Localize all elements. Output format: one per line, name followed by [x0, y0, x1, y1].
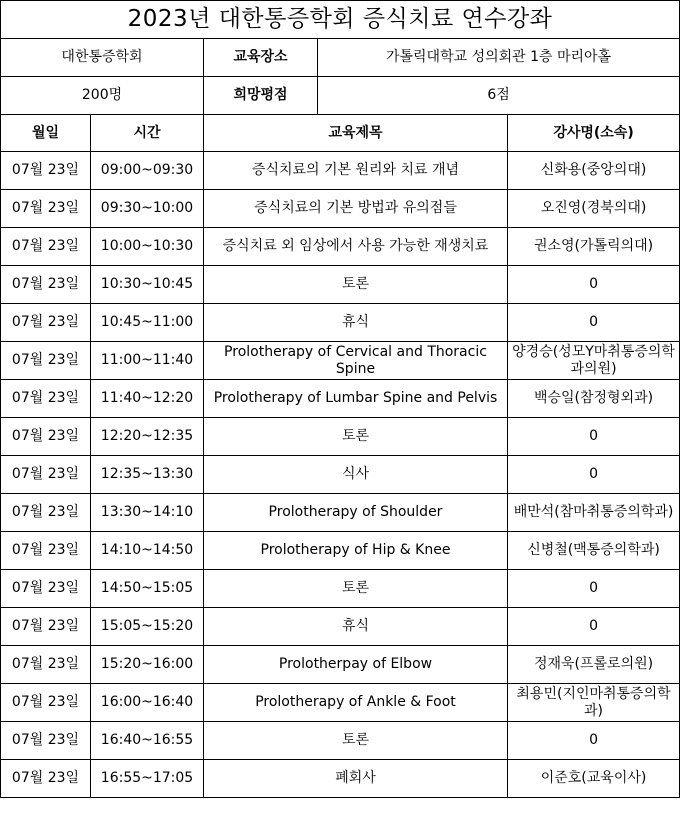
header-date: 월일: [1, 115, 91, 152]
row-topic: 증식치료의 기본 원리와 치료 개념: [204, 152, 508, 190]
sheet-title: 2023년 대한통증학회 증식치료 연수강좌: [1, 1, 680, 39]
table-row: [1, 342, 680, 380]
row-speaker: 오진영(경북의대): [508, 190, 680, 228]
row-topic: 휴식: [204, 608, 508, 646]
row-date: 07월 23일: [1, 532, 91, 570]
row-date: 07월 23일: [1, 342, 91, 380]
row-topic: 증식치료의 기본 방법과 유의점들: [204, 190, 508, 228]
row-topic: Prolotherapy of Cervical and Thoracic Spine: [204, 342, 508, 380]
table-row: [1, 456, 680, 494]
row-speaker: 최용민(지인마취통증의학과): [508, 684, 680, 722]
row-date: 07월 23일: [1, 608, 91, 646]
row-speaker: 0: [508, 418, 680, 456]
header-row: [1, 115, 680, 152]
row-time: 12:20~12:35: [91, 418, 204, 456]
row-time: 09:30~10:00: [91, 190, 204, 228]
row-topic: 토론: [204, 722, 508, 760]
row-date: 07월 23일: [1, 266, 91, 304]
row-time: 16:40~16:55: [91, 722, 204, 760]
table-row: [1, 418, 680, 456]
header-time: 시간: [91, 115, 204, 152]
row-time: 14:50~15:05: [91, 570, 204, 608]
row-speaker: 양경승(성모Y마취통증의학과의원): [508, 342, 680, 380]
row-topic: Prolotherapy of Hip & Knee: [204, 532, 508, 570]
table-row: [1, 228, 680, 266]
row-topic: 토론: [204, 418, 508, 456]
row-date: 07월 23일: [1, 190, 91, 228]
row-date: 07월 23일: [1, 456, 91, 494]
row-date: 07월 23일: [1, 152, 91, 190]
table-row: [1, 760, 680, 798]
row-topic: 증식치료 외 임상에서 사용 가능한 재생치료: [204, 228, 508, 266]
row-speaker: 백승일(참정형외과): [508, 380, 680, 418]
row-topic: 식사: [204, 456, 508, 494]
table-row: [1, 570, 680, 608]
row-topic: Prolotherpay of Elbow: [204, 646, 508, 684]
organizer-cell: 대한통증학회: [1, 39, 204, 77]
row-topic: Prolotherapy of Ankle & Foot: [204, 684, 508, 722]
row-time: 15:20~16:00: [91, 646, 204, 684]
row-speaker: 신화용(중앙의대): [508, 152, 680, 190]
row-time: 11:00~11:40: [91, 342, 204, 380]
row-date: 07월 23일: [1, 228, 91, 266]
row-date: 07월 23일: [1, 418, 91, 456]
row-time: 10:00~10:30: [91, 228, 204, 266]
location-value: 가톨릭대학교 성의회관 1층 마리아홀: [318, 39, 680, 77]
title-row: [1, 1, 680, 39]
row-topic: 휴식: [204, 304, 508, 342]
row-time: 14:10~14:50: [91, 532, 204, 570]
row-time: 11:40~12:20: [91, 380, 204, 418]
info-row-points: [1, 77, 680, 115]
table-row: [1, 152, 680, 190]
table-row: [1, 608, 680, 646]
row-speaker: 이준호(교육이사): [508, 760, 680, 798]
row-speaker: 0: [508, 266, 680, 304]
schedule-body: [1, 1, 680, 798]
table-row: [1, 532, 680, 570]
location-label: 교육장소: [204, 39, 318, 77]
row-topic: Prolotherapy of Lumbar Spine and Pelvis: [204, 380, 508, 418]
row-speaker: 정재욱(프롤로의원): [508, 646, 680, 684]
capacity-cell: 200명: [1, 77, 204, 115]
row-time: 10:45~11:00: [91, 304, 204, 342]
row-time: 09:00~09:30: [91, 152, 204, 190]
points-value: 6점: [318, 77, 680, 115]
table-row: [1, 190, 680, 228]
row-speaker: 배만석(참마취통증의학과): [508, 494, 680, 532]
row-date: 07월 23일: [1, 684, 91, 722]
row-time: 16:55~17:05: [91, 760, 204, 798]
row-speaker: 0: [508, 608, 680, 646]
header-topic: 교육제목: [204, 115, 508, 152]
table-row: [1, 494, 680, 532]
row-date: 07월 23일: [1, 722, 91, 760]
row-topic: 토론: [204, 266, 508, 304]
header-speaker: 강사명(소속): [508, 115, 680, 152]
row-topic: Prolotherapy of Shoulder: [204, 494, 508, 532]
row-time: 12:35~13:30: [91, 456, 204, 494]
table-row: [1, 304, 680, 342]
row-date: 07월 23일: [1, 494, 91, 532]
row-date: 07월 23일: [1, 380, 91, 418]
table-row: [1, 722, 680, 760]
row-time: 10:30~10:45: [91, 266, 204, 304]
row-date: 07월 23일: [1, 646, 91, 684]
row-speaker: 0: [508, 456, 680, 494]
points-label: 희망평점: [204, 77, 318, 115]
row-time: 16:00~16:40: [91, 684, 204, 722]
row-speaker: 0: [508, 722, 680, 760]
row-time: 13:30~14:10: [91, 494, 204, 532]
table-row: [1, 380, 680, 418]
table-row: [1, 684, 680, 722]
row-topic: 폐회사: [204, 760, 508, 798]
row-time: 15:05~15:20: [91, 608, 204, 646]
row-date: 07월 23일: [1, 570, 91, 608]
table-row: [1, 646, 680, 684]
row-speaker: 권소영(가톨릭의대): [508, 228, 680, 266]
row-speaker: 0: [508, 304, 680, 342]
row-speaker: 0: [508, 570, 680, 608]
table-row: [1, 266, 680, 304]
row-date: 07월 23일: [1, 760, 91, 798]
row-topic: 토론: [204, 570, 508, 608]
row-speaker: 신병철(맥통증의학과): [508, 532, 680, 570]
row-date: 07월 23일: [1, 304, 91, 342]
info-row-location: [1, 39, 680, 77]
